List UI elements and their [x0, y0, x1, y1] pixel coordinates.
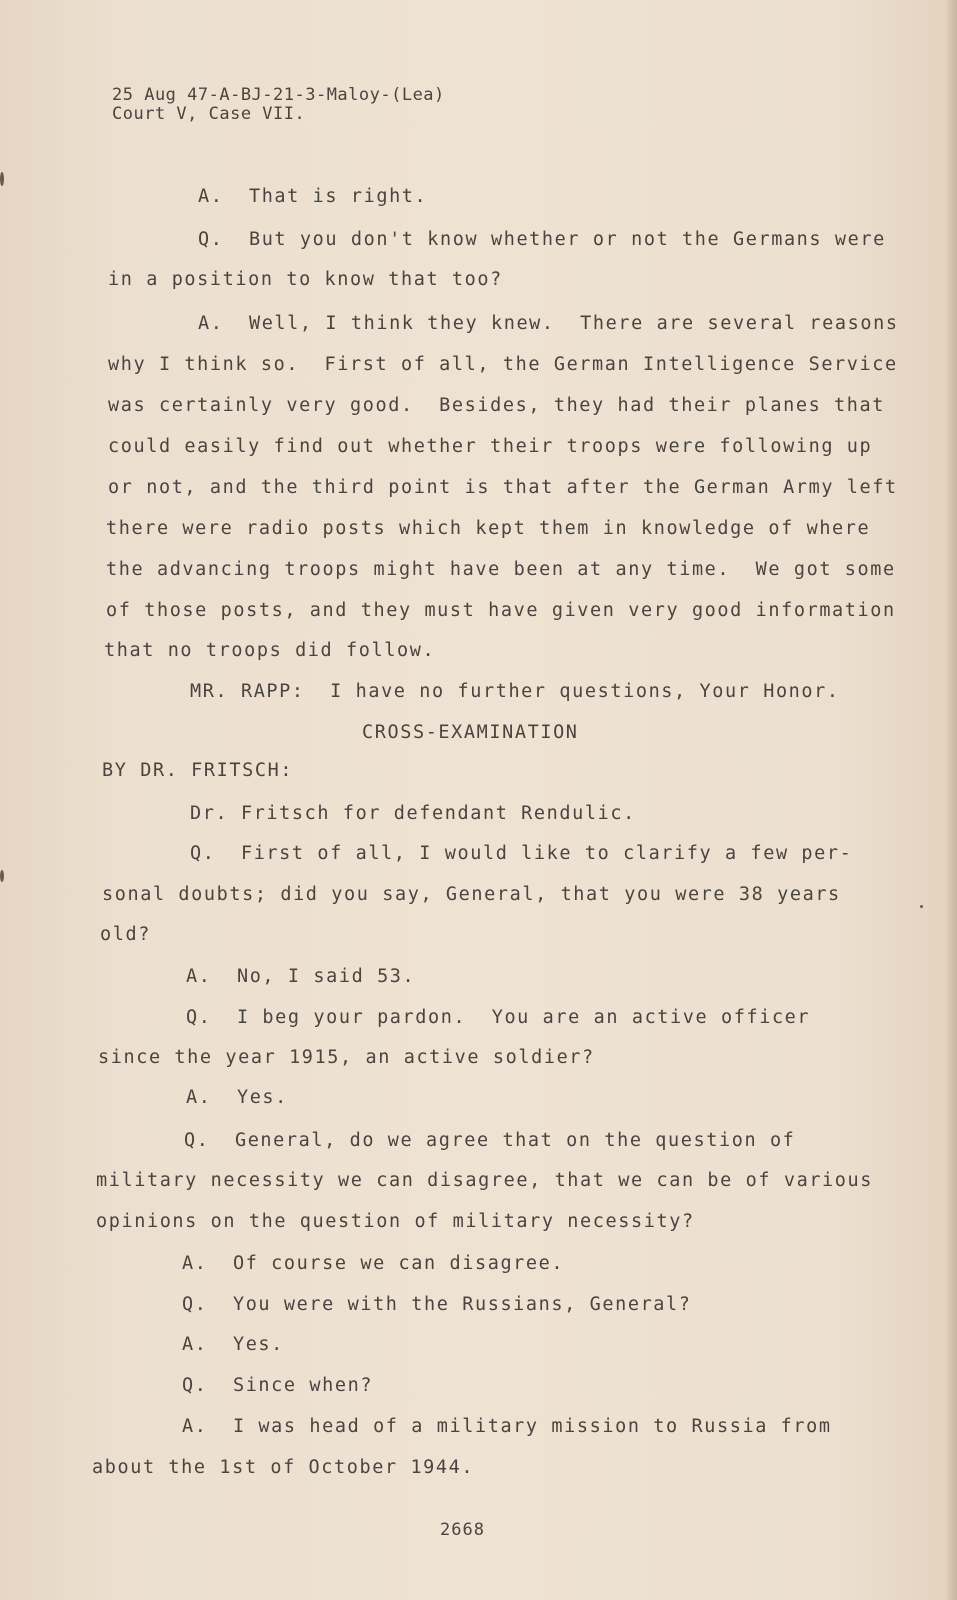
examiner-line: BY DR. FRITSCH:: [102, 760, 294, 781]
paper-speck: [920, 905, 923, 908]
transcript-line: military necessity we can disagree, that we can be of various: [96, 1170, 874, 1191]
paper-mark: [0, 172, 4, 186]
header-court: Court V, Case VII.: [112, 104, 306, 124]
transcript-line: since the year 1915, an active soldier?: [98, 1047, 595, 1068]
transcript-line: A. Well, I think they knew. There are several reasons: [198, 313, 899, 334]
transcript-line: Q. First of all, I would like to clarify a few per-: [190, 843, 853, 864]
transcript-line: Q. You were with the Russians, General?: [182, 1294, 692, 1315]
transcript-line: could easily find out whether their troops were following up: [108, 436, 873, 457]
transcript-line: there were radio posts which kept them in knowledge of where: [106, 518, 871, 539]
header-reference: 25 Aug 47-A-BJ-21-3-Maloy-(Lea): [112, 85, 445, 105]
transcript-line: Q. General, do we agree that on the question of: [184, 1130, 796, 1151]
paper-mark: [0, 870, 4, 882]
transcript-line: A. Yes.: [182, 1334, 284, 1355]
transcript-line: was certainly very good. Besides, they had their planes that: [108, 395, 886, 416]
transcript-line: A. No, I said 53.: [186, 966, 416, 987]
section-heading: CROSS-EXAMINATION: [362, 722, 579, 743]
transcript-line: sonal doubts; did you say, General, that you were 38 years: [102, 884, 841, 905]
transcript-line: Q. Since when?: [182, 1375, 374, 1396]
transcript-line: opinions on the question of military necessity?: [96, 1211, 695, 1232]
page-number: 2668: [440, 1520, 485, 1540]
document-header: [112, 86, 445, 124]
transcript-line: that no troops did follow.: [104, 640, 436, 661]
transcript-line: A. That is right.: [198, 186, 428, 207]
transcript-line: Q. But you don't know whether or not the Germans were: [198, 229, 886, 250]
transcript-line: A. Yes.: [186, 1087, 288, 1108]
transcript-line: MR. RAPP: I have no further questions, Your Honor.: [190, 681, 840, 702]
page-edge-shadow: [945, 0, 957, 1600]
transcript-line: or not, and the third point is that after the German Army left: [108, 477, 898, 498]
transcript-line: Dr. Fritsch for defendant Rendulic.: [190, 803, 636, 824]
transcript-line: Q. I beg your pardon. You are an active officer: [186, 1007, 811, 1028]
transcript-line: why I think so. First of all, the German Intelligence Service: [108, 354, 898, 375]
transcript-line: about the 1st of October 1944.: [92, 1457, 475, 1478]
transcript-line: in a position to know that too?: [108, 269, 503, 290]
transcript-line: A. I was head of a military mission to Russia from: [182, 1416, 832, 1437]
transcript-line: the advancing troops might have been at any time. We got some: [106, 559, 896, 580]
transcript-line: of those posts, and they must have given very good information: [106, 600, 896, 621]
transcript-line: old?: [100, 924, 151, 945]
transcript-line: A. Of course we can disagree.: [182, 1253, 565, 1274]
